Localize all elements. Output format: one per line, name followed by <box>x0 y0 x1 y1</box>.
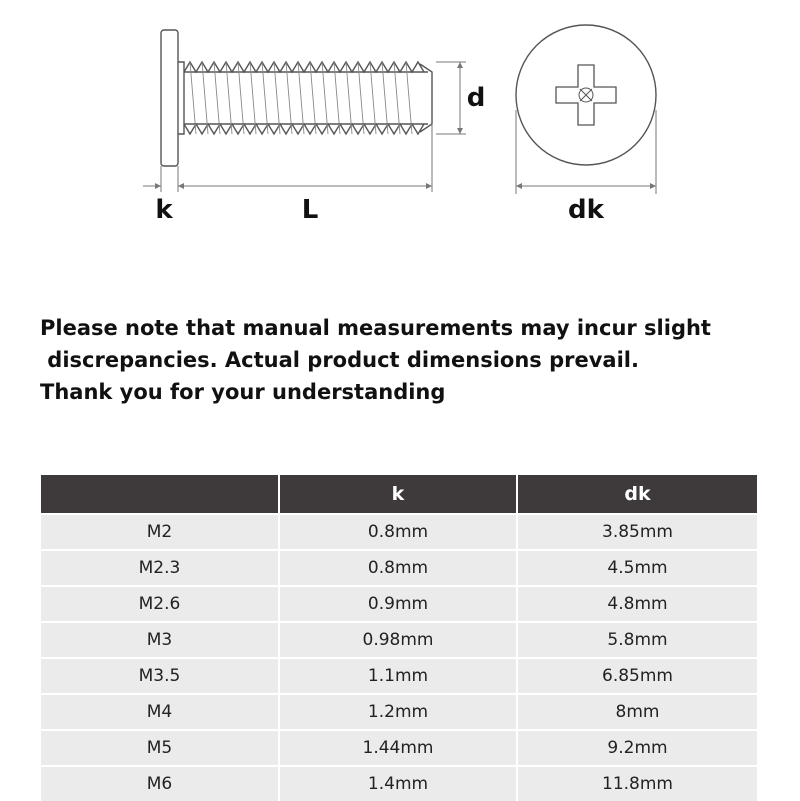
notice-line-2: discrepancies. Actual product dimensions prevail. <box>40 348 639 372</box>
table-row <box>41 622 757 658</box>
cell-dk: 9.2mm <box>517 730 757 766</box>
label-d: d <box>466 83 486 113</box>
measurement-notice <box>40 312 780 408</box>
cell-size: M2.6 <box>41 586 279 622</box>
cell-k: 0.8mm <box>279 514 517 550</box>
screw-head-top-view <box>516 25 656 165</box>
cell-size: M4 <box>41 694 279 730</box>
table-row <box>41 550 757 586</box>
cell-k: 0.8mm <box>279 550 517 586</box>
notice-line-1: Please note that manual measurements may incur slight <box>40 316 711 340</box>
cell-size: M5 <box>41 730 279 766</box>
cell-dk: 5.8mm <box>517 622 757 658</box>
cell-k: 1.1mm <box>279 658 517 694</box>
cell-dk: 3.85mm <box>517 514 757 550</box>
screw-side-view <box>161 30 432 166</box>
cell-size: M6 <box>41 766 279 801</box>
table-row <box>41 694 757 730</box>
cell-dk: 4.8mm <box>517 586 757 622</box>
cell-dk: 11.8mm <box>517 766 757 801</box>
table-row <box>41 658 757 694</box>
cell-k: 1.4mm <box>279 766 517 801</box>
label-L: L <box>301 195 319 225</box>
cell-dk: 8mm <box>517 694 757 730</box>
cell-size: M2.3 <box>41 550 279 586</box>
table-row <box>41 766 757 801</box>
label-dk: dk <box>568 195 604 225</box>
label-k: k <box>155 195 173 225</box>
cell-k: 1.2mm <box>279 694 517 730</box>
header-dk: dk <box>517 475 757 514</box>
cell-dk: 4.5mm <box>517 550 757 586</box>
dimension-table <box>41 475 757 801</box>
header-size <box>41 475 279 514</box>
cell-k: 0.9mm <box>279 586 517 622</box>
cell-dk: 6.85mm <box>517 658 757 694</box>
cell-size: M2 <box>41 514 279 550</box>
table-row <box>41 586 757 622</box>
screw-dimension-diagram <box>0 0 800 240</box>
cell-k: 0.98mm <box>279 622 517 658</box>
header-k: k <box>279 475 517 514</box>
table-row <box>41 730 757 766</box>
cell-size: M3 <box>41 622 279 658</box>
table-row <box>41 514 757 550</box>
table-header-row <box>41 475 757 514</box>
cell-size: M3.5 <box>41 658 279 694</box>
notice-line-3: Thank you for your understanding <box>40 380 446 404</box>
cell-k: 1.44mm <box>279 730 517 766</box>
